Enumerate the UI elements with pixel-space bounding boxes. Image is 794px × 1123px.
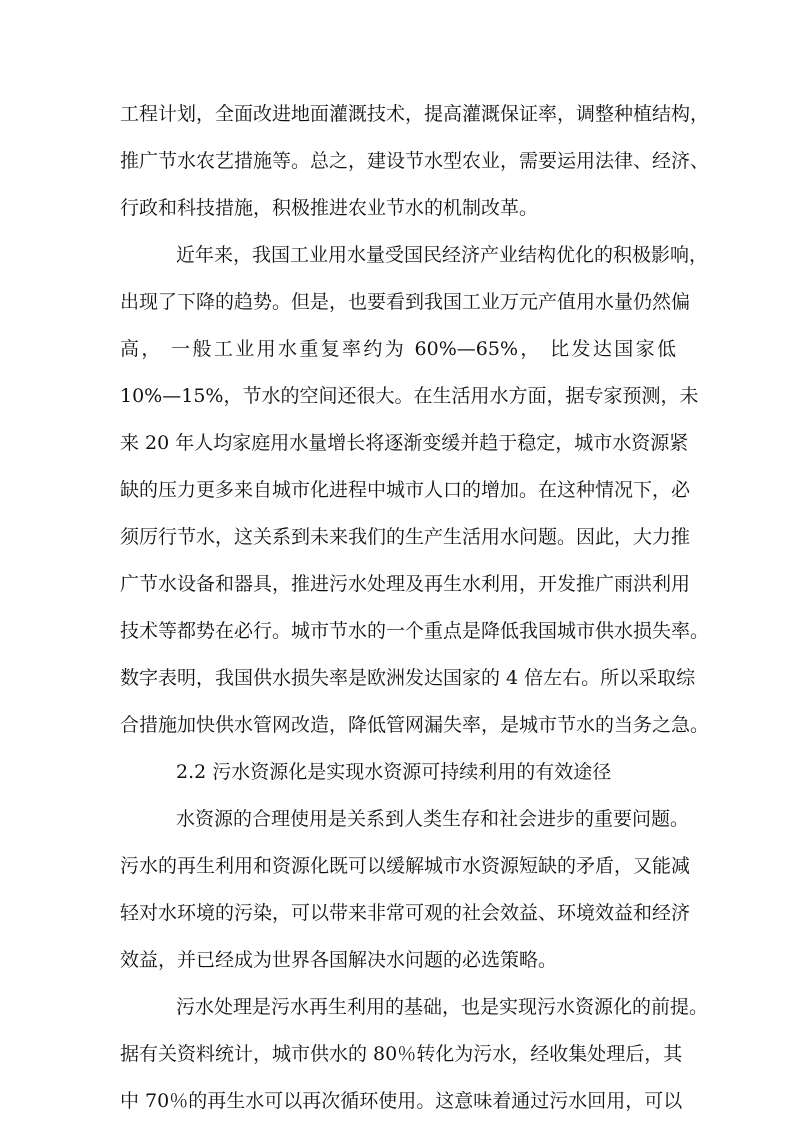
paragraph-line: 污水的再生利用和资源化既可以缓解城市水资源短缺的矛盾，又能减 bbox=[120, 855, 691, 877]
paragraph-line: 据有关资料统计，城市供水的 80％转化为污水，经收集处理后，其 bbox=[120, 1043, 683, 1065]
paragraph-line: 效益，并已经成为世界各国解决水问题的必选策略。 bbox=[120, 949, 558, 971]
section-heading: 2.2 污水资源化是实现水资源可持续利用的有效途径 bbox=[176, 761, 612, 783]
paragraph-line: 污水处理是污水再生利用的基础，也是实现污水资源化的前提。 bbox=[176, 996, 709, 1018]
paragraph-line: 技术等都势在必行。城市节水的一个重点是降低我国城市供水损失率。 bbox=[120, 620, 710, 642]
paragraph-line: 高， 一般工业用水重复率约为 60%—65%， 比发达国家低 bbox=[120, 338, 676, 360]
paragraph-line: 缺的压力更多来自城市化进程中城市人口的增加。在这种情况下，必 bbox=[120, 479, 691, 501]
paragraph-line: 广节水设备和器具，推进污水处理及再生水利用，开发推广雨洪利用 bbox=[120, 573, 691, 595]
paragraph-line: 工程计划，全面改进地面灌溉技术，提高灌溉保证率，调整种植结构， bbox=[120, 103, 710, 125]
paragraph-line: 合措施加快供水管网改造，降低管网漏失率，是城市节水的当务之急。 bbox=[120, 714, 710, 736]
paragraph-line: 轻对水环境的污染，可以带来非常可观的社会效益、环境效益和经济 bbox=[120, 902, 691, 924]
paragraph-line: 出现了下降的趋势。但是，也要看到我国工业万元产值用水量仍然偏 bbox=[120, 291, 691, 313]
paragraph-line: 须厉行节水，这关系到未来我们的生产生活用水问题。因此，大力推 bbox=[120, 526, 691, 548]
paragraph-line: 水资源的合理使用是关系到人类生存和社会进步的重要问题。 bbox=[176, 808, 690, 830]
paragraph-line: 数字表明，我国供水损失率是欧洲发达国家的 4 倍左右。所以采取综 bbox=[120, 667, 696, 689]
paragraph-line: 来 20 年人均家庭用水量增长将逐渐变缓并趋于稳定，城市水资源紧 bbox=[120, 432, 689, 454]
paragraph-line: 行政和科技措施，积极推进农业节水的机制改革。 bbox=[120, 197, 539, 219]
paragraph-line: 10%—15%，节水的空间还很大。在生活用水方面，据专家预测，未 bbox=[120, 385, 699, 407]
paragraph-line: 近年来，我国工业用水量受国民经济产业结构优化的积极影响， bbox=[176, 244, 709, 266]
paragraph-line: 推广节水农艺措施等。总之，建设节水型农业，需要运用法律、经济、 bbox=[120, 150, 710, 172]
paragraph-line: 中 70％的再生水可以再次循环使用。这意味着通过污水回用，可以 bbox=[120, 1090, 683, 1112]
